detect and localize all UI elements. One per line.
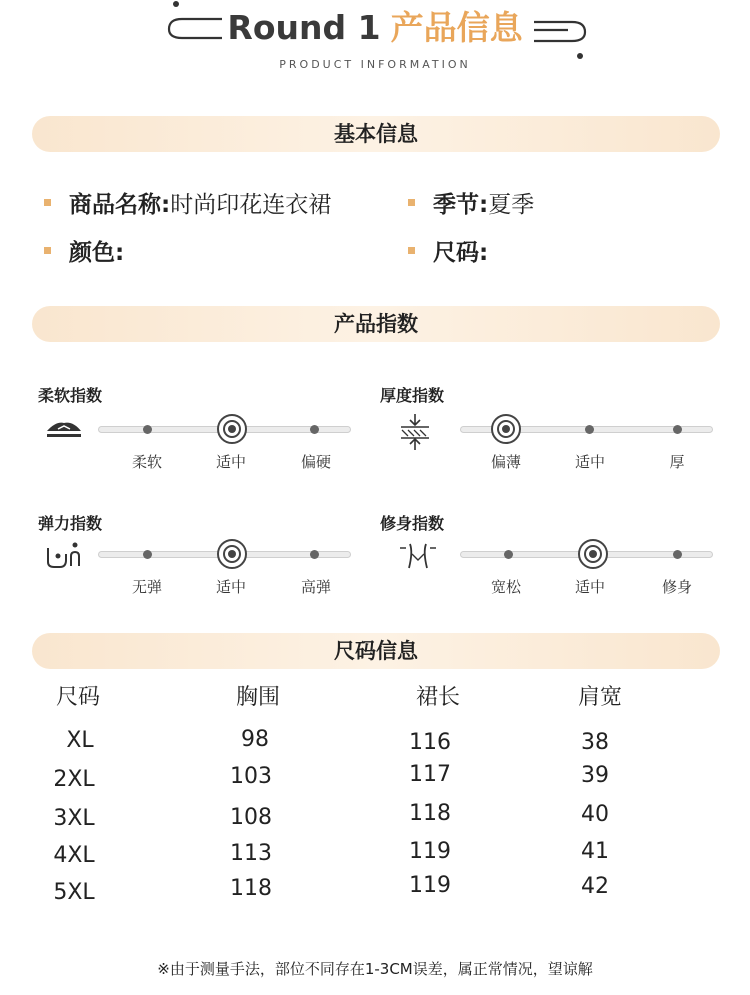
table-cell: 108 (230, 805, 272, 830)
index-option: 偏硬 (300, 453, 331, 471)
info-label: 季节: (433, 192, 489, 218)
table-cell: 118 (409, 801, 451, 826)
info-value: 时尚印花连衣裙 (170, 192, 332, 218)
index-selected-marker (217, 414, 247, 444)
index-title-elasticity: 弹力指数 (38, 514, 103, 533)
info-season (408, 190, 534, 220)
info-label: 尺码: (433, 240, 489, 266)
info-size (408, 238, 488, 268)
table-cell: 39 (581, 763, 609, 788)
table-cell: 119 (409, 873, 451, 898)
table-cell: 38 (581, 730, 609, 755)
index-option: 宽松 (490, 578, 521, 596)
table-header-shoulder: 肩宽 (577, 685, 622, 710)
index-selected-marker (217, 539, 247, 569)
index-dot (310, 425, 319, 434)
index-option: 柔软 (131, 453, 162, 471)
info-label: 商品名称: (69, 192, 171, 218)
header-right-bracket (528, 14, 598, 64)
table-cell: 118 (230, 876, 272, 901)
thickness-icon (398, 412, 432, 452)
measurement-note: ※由于测量手法，部位不同存在1-3CM误差，属正常情况，望谅解 (157, 960, 593, 978)
info-value: 夏季 (488, 192, 535, 218)
index-option: 适中 (215, 453, 246, 471)
table-header-length: 裙长 (415, 685, 460, 710)
index-option: 无弹 (131, 578, 162, 596)
bullet-icon (44, 199, 51, 206)
index-option: 高弹 (300, 578, 331, 596)
table-header-chest: 胸围 (235, 685, 280, 710)
table-cell: 2XL (53, 767, 95, 792)
fit-icon (398, 542, 438, 570)
index-dot (673, 550, 682, 559)
page-subtitle: PRODUCT INFORMATION (279, 58, 471, 71)
index-dot (585, 425, 594, 434)
title-cn: 产品信息 (390, 8, 523, 47)
section-bar-size: 尺码信息 (32, 633, 720, 669)
index-dot (143, 550, 152, 559)
table-cell: 113 (230, 841, 272, 866)
bullet-icon (408, 247, 415, 254)
table-cell: 103 (230, 764, 272, 789)
table-cell: 98 (241, 727, 269, 752)
index-option: 适中 (574, 453, 605, 471)
soft-icon (44, 418, 84, 440)
index-title-thickness: 厚度指数 (380, 386, 445, 405)
title-en: Round 1 (227, 8, 381, 47)
index-dot (673, 425, 682, 434)
index-title-softness: 柔软指数 (38, 386, 103, 405)
page-title (0, 6, 750, 50)
table-header-size: 尺码 (55, 685, 100, 710)
table-cell: 41 (581, 839, 609, 864)
info-color (44, 238, 124, 268)
index-option: 偏薄 (490, 453, 521, 471)
table-cell: 40 (581, 802, 609, 827)
table-cell: 42 (581, 874, 609, 899)
table-cell: 5XL (53, 880, 95, 905)
index-dot (143, 425, 152, 434)
index-option: 适中 (574, 578, 605, 596)
table-cell: 4XL (53, 843, 95, 868)
index-dot (504, 550, 513, 559)
info-product-name (44, 190, 331, 220)
elastic-icon (44, 540, 84, 570)
table-cell: 3XL (53, 806, 95, 831)
table-cell: 116 (409, 730, 451, 755)
section-bar-basic: 基本信息 (32, 116, 720, 152)
bullet-icon (44, 247, 51, 254)
table-cell: XL (66, 728, 94, 753)
info-label: 颜色: (69, 240, 125, 266)
index-selected-marker (491, 414, 521, 444)
index-option: 适中 (215, 578, 246, 596)
index-title-fit: 修身指数 (380, 514, 445, 533)
section-bar-index: 产品指数 (32, 306, 720, 342)
bullet-icon (408, 199, 415, 206)
index-selected-marker (578, 539, 608, 569)
index-dot (310, 550, 319, 559)
index-option: 厚 (669, 453, 685, 471)
table-cell: 119 (409, 839, 451, 864)
index-option: 修身 (661, 578, 692, 596)
table-cell: 117 (409, 762, 451, 787)
